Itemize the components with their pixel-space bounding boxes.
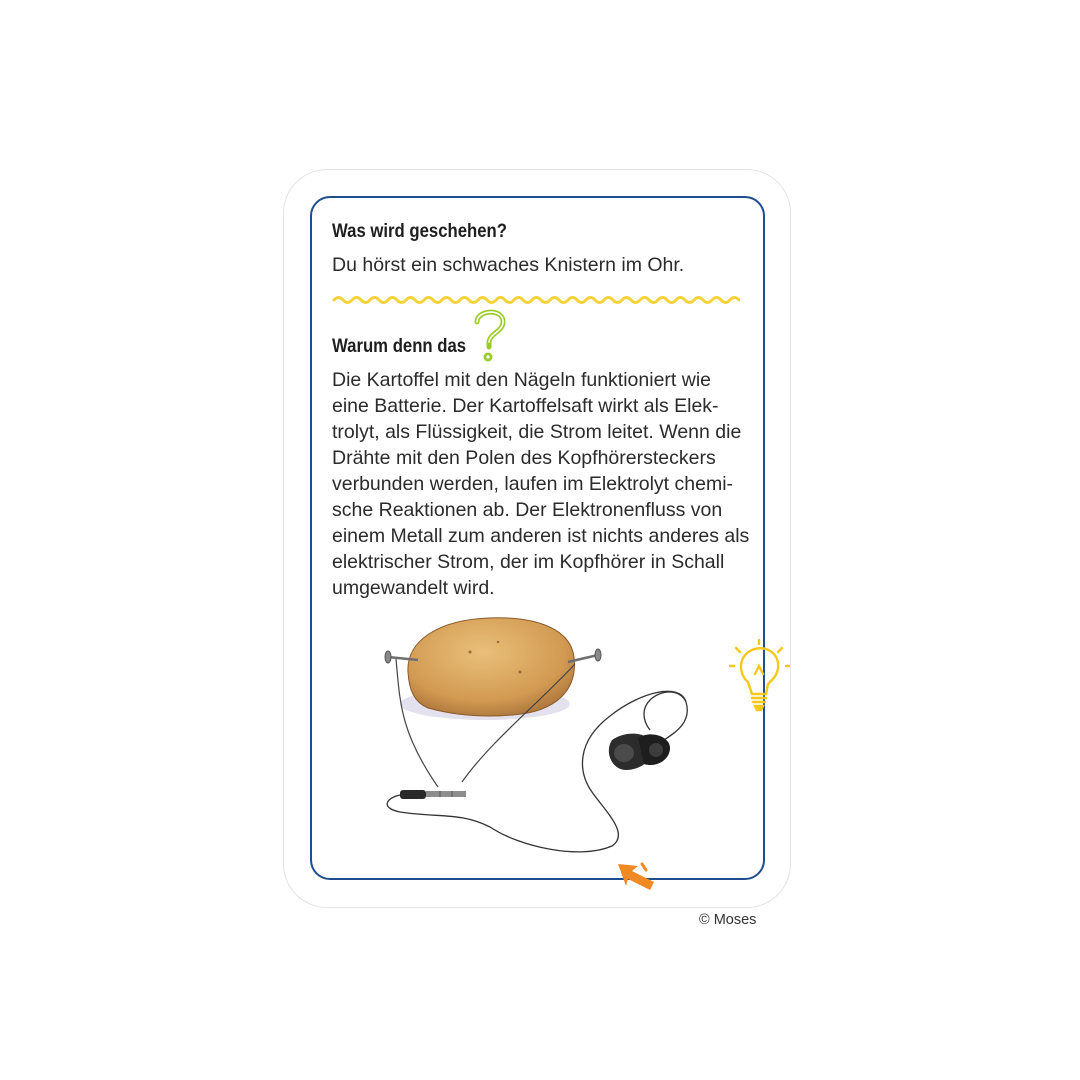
explanation-line: trolyt, als Flüssigkeit, die Strom leitet. Wenn die [332, 421, 742, 443]
explanation-line: eine Batterie. Der Kartoffelsaft wirkt als Elek- [332, 395, 719, 417]
heading-why: Warum denn das [332, 336, 467, 357]
explanation-line: verbunden werden, laufen im Elektrolyt chemi- [332, 473, 734, 495]
explanation-line: Drähte mit den Polen des Kopfhörersteckers [332, 447, 716, 469]
heading-what-will-happen: Was wird geschehen? [332, 221, 507, 242]
question-mark-icon [468, 306, 510, 364]
explanation-line: Die Kartoffel mit den Nägeln funktioniert wie [332, 369, 712, 391]
arrow-icon [616, 860, 660, 894]
headphone-jack [400, 790, 466, 799]
explanation-line: einem Metall zum anderen ist nichts anderes als [332, 525, 750, 547]
yellow-wave-divider [332, 290, 740, 310]
potato [408, 618, 575, 716]
copyright-notice: © Moses [699, 912, 757, 928]
light-bulb-icon [728, 638, 790, 716]
explanation-text [332, 367, 752, 601]
explanation-line: umgewandelt wird. [332, 577, 495, 599]
explanation-line: sche Reaktionen ab. Der Elektronenfluss von [332, 499, 723, 521]
answer-text: Du hörst ein schwaches Knistern im Ohr. [332, 254, 685, 276]
earbuds [609, 734, 670, 770]
explanation-line: elektrischer Strom, der im Kopfhörer in Schall [332, 551, 725, 573]
potato-battery-illustration [380, 612, 700, 870]
